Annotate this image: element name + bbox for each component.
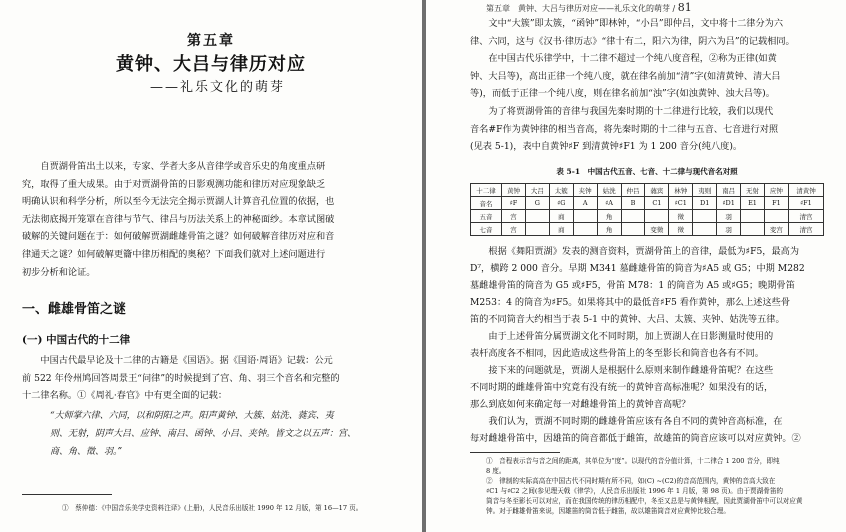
table-cell: 黄钟 — [502, 184, 526, 197]
text-line: (见表 5-1)，表中自黄钟♯F 到清黄钟♯F1 为 1 200 音分(纯八度)。 — [470, 141, 743, 153]
table-cell: ♯F1 — [788, 197, 823, 210]
chapter-subtitle: ——礼乐文化的萌芽 — [150, 80, 286, 95]
right-paragraph-2 — [470, 243, 830, 447]
text-line: 接下来的问题就是，贾湖人是根据什么原则来制作雌雄骨笛呢？在这些 — [488, 365, 774, 376]
table-cell — [764, 210, 788, 223]
table-row-header: 十二律 — [471, 184, 502, 197]
text-line: 音名#F作为黄钟律的相当音高，将先秦时期的十二律与五音、七音进行对照 — [470, 123, 779, 135]
page-number: 81 — [677, 1, 692, 14]
text-line: 律、六同，这与《汉书·律历志》“律十有二，阳六为律，阴六为吕”的记载相同。 — [470, 35, 795, 47]
table-cell: 仲吕 — [621, 184, 645, 197]
table-row-header: 五音 — [471, 210, 502, 223]
text-line: 在中国古代乐律学中，十二律不超过一个纯八度音程，②称为正律(如黄 — [488, 53, 777, 65]
table-cell: 夷则 — [693, 184, 717, 197]
table-cell: 角 — [597, 210, 621, 223]
table-cell: 大吕 — [525, 184, 549, 197]
table-cell: D1 — [693, 197, 717, 210]
table-cell: 羽 — [717, 223, 741, 236]
footnote-rule — [22, 494, 112, 495]
table-row-header: 七音 — [471, 223, 502, 236]
text-line: 由于上述骨笛分属贾湖文化不同时期，加上贾湖人在日影测量时使用的 — [488, 331, 774, 342]
body-line: 前 522 年伶州鸠回答周景王“问律”的时候提到了宫、角、羽三个音名和完整的 — [22, 372, 340, 384]
text-line: D⁷，横跨 2 000 音分。早期 M341 墓雌雄骨笛的筒音为♯A5 或 G5；中期 M282 — [470, 263, 805, 274]
intro-line: 究，取得了重大成果。由于对贾湖骨笛的日影观测功能和律历对应现象缺乏 — [22, 178, 326, 190]
footnote-rule — [470, 452, 560, 453]
text-line: 钟、大吕等)，高出正律一个纯八度，就在律名前加“清”字(如清黄钟、清大吕 — [470, 70, 781, 82]
table-cell — [573, 210, 597, 223]
intro-line: 初步分析和论证。 — [22, 266, 96, 278]
block-quote — [50, 407, 380, 461]
running-header-text: 第五章 黄钟、大吕与律历对应——礼乐文化的萌芽 — [486, 4, 670, 13]
table-cell: 变宫 — [764, 223, 788, 236]
table-cell — [693, 223, 717, 236]
table-cell: 清黄钟 — [788, 184, 823, 197]
table-cell: ♯A — [597, 197, 621, 210]
table-cell: F1 — [764, 197, 788, 210]
table-cell — [621, 223, 645, 236]
chapter-title: 黄钟、大吕与律历对应 — [116, 54, 306, 75]
table-cell: 羽 — [717, 210, 741, 223]
table-cell: 清宫 — [788, 223, 823, 236]
text-line: 那么到底如何来确定每一对雌雄骨笛上的黄钟音高呢？ — [470, 399, 691, 410]
chapter-label: 第五章 — [187, 33, 235, 49]
text-line: 笛的不同筒音大约相当于表 5-1 中的黄钟、大吕、太簇、夹钟、姑洗等五律。 — [470, 314, 785, 325]
table-cell: 变徵 — [645, 223, 669, 236]
table-cell — [525, 223, 549, 236]
table-cell: 蕤宾 — [645, 184, 669, 197]
intro-paragraph — [22, 158, 402, 281]
text-line: 墓雌雄骨笛的筒音为 G5 或♯F5，骨笛 M78：1 的筒音为 A5 或♯G5；晚期骨笛 — [470, 280, 795, 291]
footnote-line: 钟。对于雌雄骨笛来说，因雄笛的筒音低于雌笛，故以雄笛筒音对应黄钟比较合理。 — [486, 507, 730, 515]
text-line: 根据《舞阳贾湖》发表的测音资料，贾湖骨笛上的音律，最低为♯F5，最高为 — [488, 246, 800, 257]
table-cell: 宫 — [502, 210, 526, 223]
table-cell: A — [573, 197, 597, 210]
table-cell — [573, 223, 597, 236]
table-caption: 表 5-1 中国古代五音、七音、十二律与现代音名对照 — [556, 167, 738, 176]
table-cell: 太簇 — [549, 184, 573, 197]
table-row-header: 音名 — [471, 197, 502, 210]
quote-line: 则、无射，阴声大吕、应钟、南吕、函钟、小吕、夹钟。皆文之以五声：宫、 — [50, 429, 357, 439]
right-page — [426, 0, 846, 532]
section-heading: 一、雌雄骨笛之谜 — [22, 302, 127, 317]
table-cell: 宫 — [502, 223, 526, 236]
subsection-heading: (一) 中国古代的十二律 — [22, 334, 131, 346]
quote-line: 商、角、徵、羽。” — [50, 447, 123, 457]
text-line: 等)，而低于正律一个纯八度，则在律名前加“浊”字(如浊黄钟、浊大吕等)。 — [470, 88, 775, 100]
text-line: 不同时期的雌雄骨笛中究竟有没有统一的黄钟音高标准呢？如果没有的话， — [470, 382, 774, 393]
table-cell: E1 — [741, 197, 765, 210]
footnote-line: ♯C1 与♯C2 之间(参见理天戟《律学》，人民音乐出版社 1996 年 1 月版，第 98 页)。由于贾湖骨笛的 — [486, 487, 784, 495]
text-line: 我们认为，贾湖不同时期的雌雄骨笛应该有各自不同的黄钟音高标准，在 — [488, 416, 783, 427]
body-line: 十二律名称。①《周礼·春官》中有更全面的记载： — [22, 390, 228, 402]
left-page — [0, 0, 422, 532]
text-line: 每对雌雄骨笛中，因雄笛的筒音都低于雌笛，故雄笛的筒音应该可以对应黄钟。② — [470, 433, 801, 444]
table-cell — [645, 210, 669, 223]
table-cell: 角 — [597, 223, 621, 236]
table-cell: 商 — [549, 223, 573, 236]
table-cell: ♯F — [502, 197, 526, 210]
footnote-line: 筒音与冬至影长可以对应，而在我国传统的律历相配中，冬至又总是与黄钟相配，因此贾湖骨笛中可以对应黄 — [486, 497, 803, 505]
table-cell: 夹钟 — [573, 184, 597, 197]
intro-line: 律通天之谜？如何破解更籥中律历相配的奥秘？下面我们就对上述问题进行 — [22, 248, 326, 260]
text-line: 表杆高度各不相同，因此造成这些骨笛上的冬至影长和筒音也各有不同。 — [470, 348, 764, 359]
table-row — [471, 197, 824, 210]
table-cell: G — [525, 197, 549, 210]
table-cell: ♯G — [549, 197, 573, 210]
table-cell: C1 — [645, 197, 669, 210]
quote-line: “大师掌六律、六同，以和阴阳之声。阳声黄钟、大簇、姑洗、蕤宾、夷 — [50, 411, 334, 421]
footnote: ① 蔡仲德：《中国音乐美学史资料注译》(上册)，人民音乐出版社 1990 年 12 月版，第 16—17 页。 — [62, 504, 363, 512]
table-cell — [741, 210, 765, 223]
table-cell: 林钟 — [669, 184, 693, 197]
intro-line: 破解的关键问题在于：如何破解贾湖雌雄骨笛之谜？如何破解音律历对应和音 — [22, 231, 335, 243]
table-cell: ♯D1 — [717, 197, 741, 210]
intro-line: 自贾湖骨笛出土以来，专家、学者大多从音律学或音乐史的角度重点研 — [40, 161, 326, 172]
table-row — [471, 210, 824, 223]
intro-line: 无法彻底揭开笼罩在音律与节气、律吕与历法关系上的神秘面纱。本章试图破 — [22, 213, 335, 225]
table-cell: 应钟 — [764, 184, 788, 197]
table-cell: B — [621, 197, 645, 210]
table-cell — [621, 210, 645, 223]
table-cell: 姑洗 — [597, 184, 621, 197]
table-row — [471, 184, 824, 197]
table-cell: 清宫 — [788, 210, 823, 223]
table-cell: 徵 — [669, 223, 693, 236]
table-cell — [741, 223, 765, 236]
table-row — [471, 223, 824, 236]
footnote-line: ① 音程表示音与音之间的距离，其单位为“度”。以现代的音分值计算，十二律合 1 200 音分，即纯 — [486, 457, 780, 465]
table-cell: 徵 — [669, 210, 693, 223]
text-line: 为了将贾湖骨笛的音律与我国先秦时期的十二律进行比较，我们以现代 — [488, 105, 774, 117]
body-paragraph — [22, 352, 402, 405]
text-line: M253：4 的筒音为♯F5。如果将其中的最低音♯F5 看作黄钟，那么上述这些骨 — [470, 297, 791, 308]
footnote-line: ② 律制的实际高高在中国古代不同时期有所不同，如(C) ~(C2)的音高范围内，黄钟的音高大致在 — [486, 477, 776, 485]
table-cell: 商 — [549, 210, 573, 223]
table-cell — [525, 210, 549, 223]
pitch-table — [470, 183, 824, 236]
footnotes — [486, 456, 834, 516]
intro-line: 明确认识和科学分析，所以至今无法完全揭示贾湖人计算音孔位置的依据，也 — [22, 196, 335, 208]
table-cell: 无射 — [741, 184, 765, 197]
text-line: 文中“大簇”即太簇，“函钟”即林钟，“小吕”即仲吕，文中将十二律分为六 — [488, 18, 784, 29]
body-line: 中国古代最早论及十二律的古籍是《国语》。据《国语·周语》记载：公元 — [40, 355, 333, 366]
table-cell — [693, 210, 717, 223]
table-cell: 南吕 — [717, 184, 741, 197]
footnote-line: 8 度。 — [486, 467, 506, 475]
running-header: 第五章 黄钟、大吕与律历对应——礼乐文化的萌芽 / 81 — [486, 1, 692, 14]
table-cell: ♯C1 — [669, 197, 693, 210]
right-paragraph-1 — [470, 15, 830, 156]
